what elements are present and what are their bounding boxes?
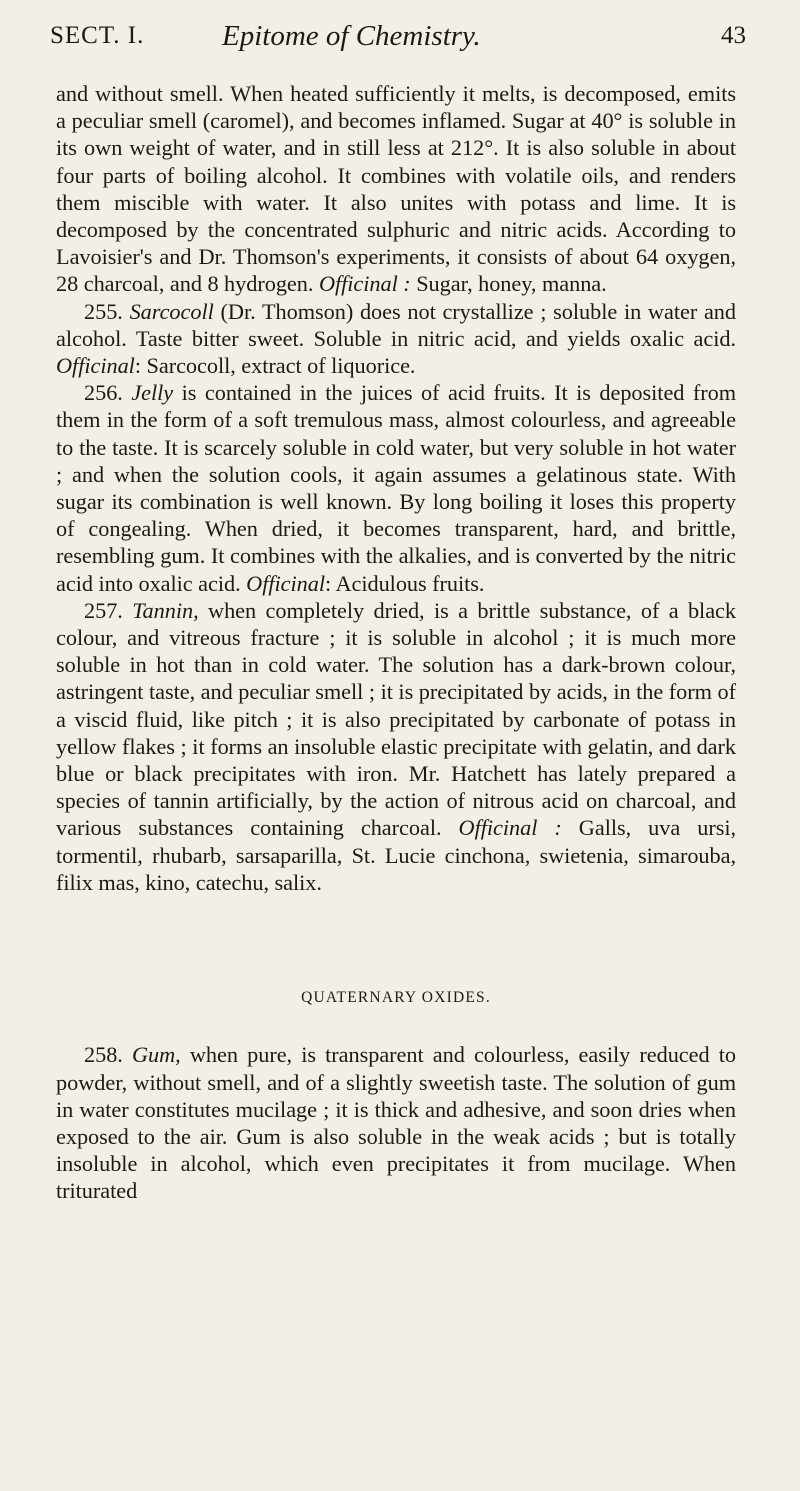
paragraph-text: when pure, is transparent and colourless, easily reduced to powder, without smell, and of a slightly sweetish taste. The solution of gum in water constitutes mucilage ; it is thick and adhesive, and soon dries when exposed to the air. Gum is also soluble in the weak acids ; but is totally insoluble in alcohol, which even precipitates it from mucilage. When triturated	[56, 1042, 736, 1204]
running-title: Epitome of Chemistry.	[222, 20, 481, 52]
officinal-label: Officinal	[56, 353, 135, 379]
paragraph-term: Tannin,	[132, 597, 199, 623]
paragraph-term: Gum,	[131, 1042, 181, 1068]
officinal-items: Sugar, honey, manna.	[416, 271, 607, 297]
paragraph-number: 258.	[84, 1042, 123, 1068]
paragraph-text: and without smell. When heated sufficiently it melts, is decomposed, emits a peculiar smell (caromel), and becomes inflamed. Sugar at 40° is soluble in its own weight of water, and in still less at 212°. It is also soluble in about four parts of boiling alcohol. It combines with volatile oils, and renders them miscible with water. It also unites with potass and lime. It is decomposed by the concentrated sulphuric and nitric acids. According to Lavoisier's and Dr. Thomson's experiments, it consists of about 64 oxygen, 28 charcoal, and 8 hydrogen.	[56, 81, 736, 297]
section-heading: QUATERNARY OXIDES.	[301, 989, 491, 1007]
page-number: 43	[721, 22, 746, 49]
paragraph-255	[56, 298, 736, 380]
paragraph-text: is contained in the juices of acid fruits. It is deposited from them in the form of a soft tremulous mass, almost colourless, and agreeable to the taste. It is scarcely soluble in cold water, but very soluble in hot water ; and when the solution cools, it again assumes a gelatinous state. With sugar its combination is well known. By long boiling it loses this property of congealing. When dried, it becomes transparent, hard, and brittle, resembling gum. It combines with the alkalies, and is converted by the nitric acid into oxalic acid.	[56, 380, 736, 596]
paragraph-sugar-continued	[56, 80, 736, 298]
running-header	[50, 14, 746, 66]
paragraph-257	[56, 597, 736, 896]
body-text	[56, 80, 736, 1205]
officinal-items: Galls, uva ursi, tormentil, rhubarb, sarsaparilla, St. Lucie cinchona, swietenia, simarouba, filix mas, kino, catechu, salix.	[56, 815, 737, 895]
paragraph-term: Sarcocoll	[129, 298, 214, 324]
paragraph-256	[56, 379, 736, 597]
officinal-items: : Sarcocoll, extract of liquorice.	[134, 353, 416, 379]
paragraph-text: when completely dried, is a brittle substance, of a black colour, and vitreous fracture ; it is soluble in alcohol ; it is much more soluble in hot than in cold water. The solution has a dark-brown colour, astringent taste, and peculiar smell ; it is precipitated by acids, in the form of a viscid fluid, like pitch ; it is also precipitated by carbonate of potass in yellow flakes ; it forms an insoluble elastic precipitate with gelatin, and dark blue or black precipitates with iron. Mr. Hatchett has lately prepared a species of tannin artificially, by the action of nitrous acid on charcoal, and various substances containing charcoal.	[56, 597, 736, 841]
officinal-label: Officinal :	[318, 271, 411, 297]
paragraph-number: 257.	[84, 597, 123, 623]
paragraph-term: Jelly	[131, 380, 174, 406]
paragraph-number: 255.	[84, 298, 123, 324]
paragraph-258	[56, 1041, 736, 1204]
officinal-label: Officinal :	[458, 815, 562, 841]
paragraph-text: (Dr. Thomson) does not crystallize ; soluble in water and alcohol. Taste bitter sweet. Soluble in nitric acid, and yields oxalic acid.	[56, 298, 736, 351]
paragraph-number: 256.	[84, 380, 123, 406]
officinal-label: Officinal	[246, 570, 325, 596]
officinal-items: : Acidulous fruits.	[325, 570, 485, 596]
section-marker: SECT. I.	[50, 22, 145, 49]
